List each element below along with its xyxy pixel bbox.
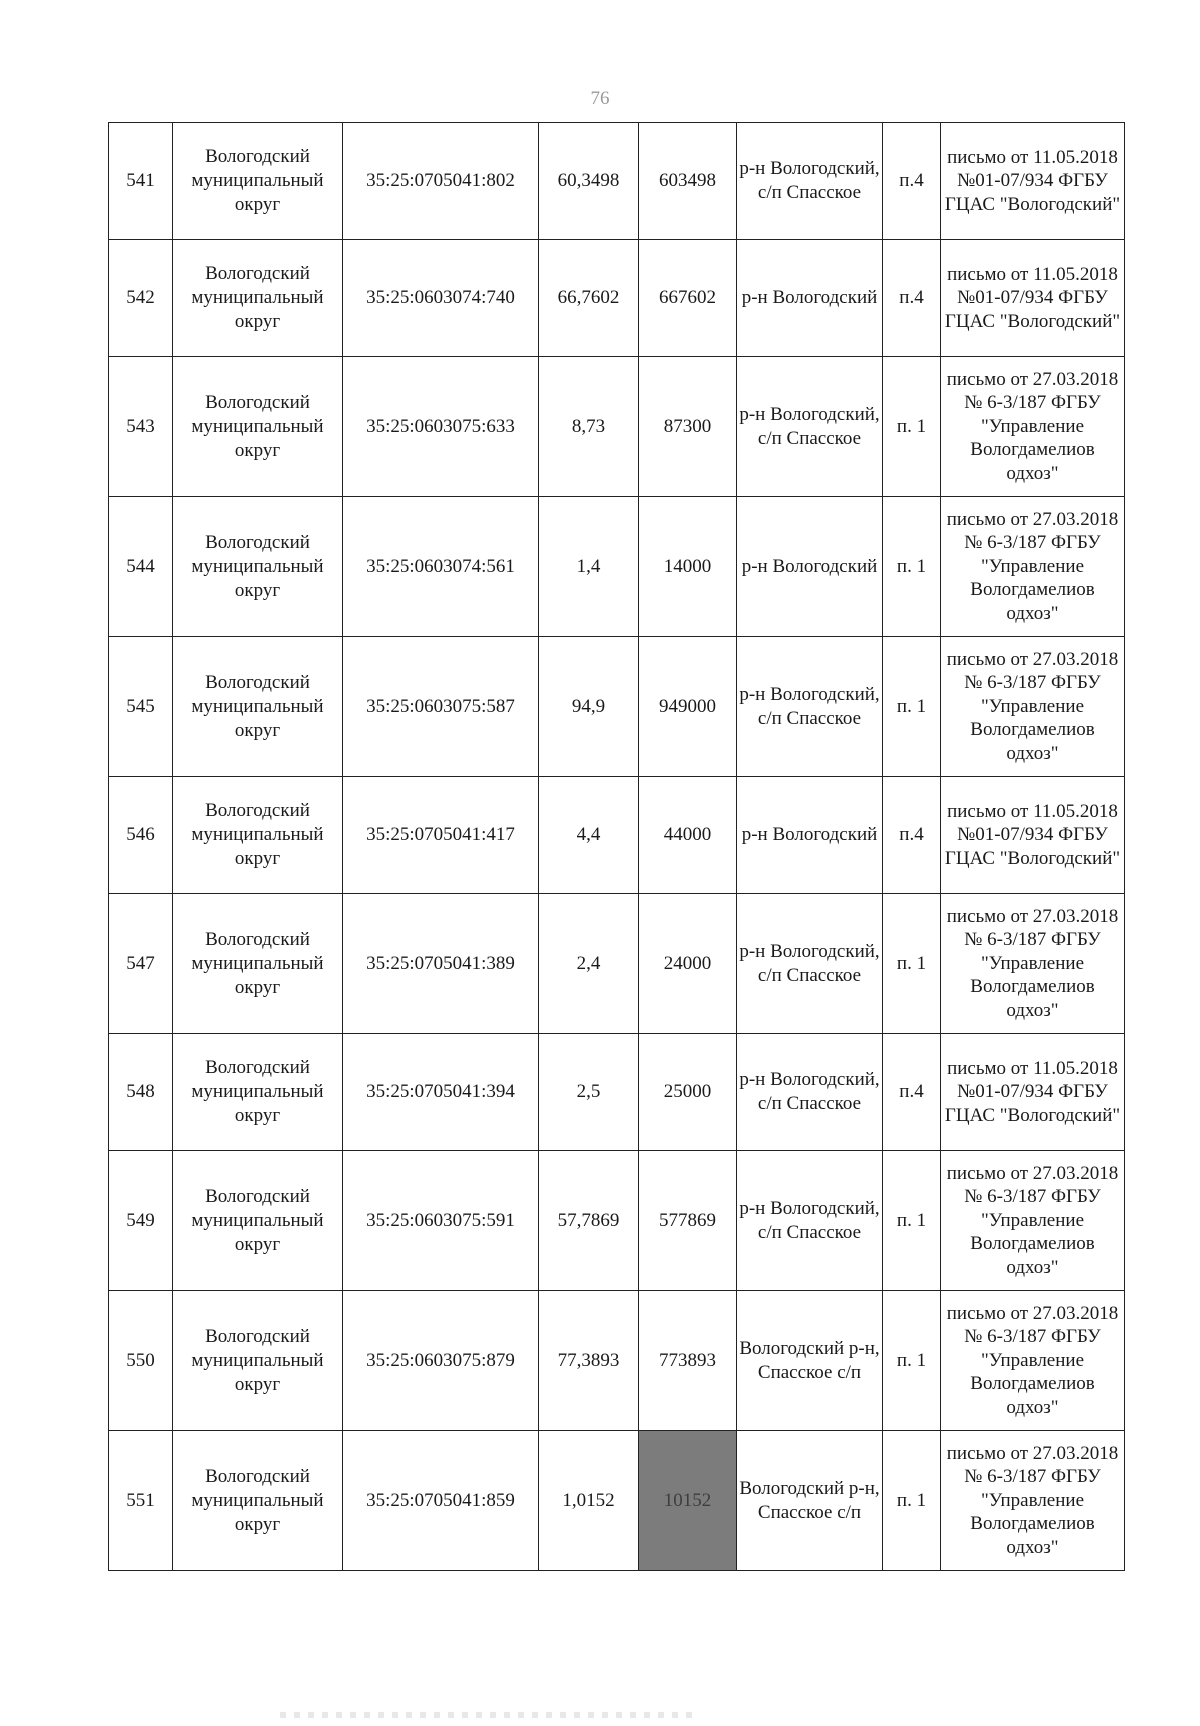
row-number-cell: 551 bbox=[109, 1431, 173, 1571]
location-cell: р-н Вологодский, с/п Спасское bbox=[737, 894, 883, 1034]
row-number-cell: 549 bbox=[109, 1151, 173, 1291]
table-row bbox=[109, 1151, 1125, 1291]
municipality-cell: Вологодский муниципальный округ bbox=[173, 637, 343, 777]
location-cell: Вологодский р-н, Спасское с/п bbox=[737, 1291, 883, 1431]
cadastral-number-cell: 35:25:0603075:587 bbox=[343, 637, 539, 777]
scan-artifact bbox=[280, 1712, 700, 1718]
table-row bbox=[109, 1034, 1125, 1151]
clause-cell: п. 1 bbox=[883, 637, 941, 777]
clause-cell: п. 1 bbox=[883, 1151, 941, 1291]
cadastral-number-cell: 35:25:0705041:859 bbox=[343, 1431, 539, 1571]
location-cell: р-н Вологодский bbox=[737, 777, 883, 894]
cadastral-number-cell: 35:25:0603074:561 bbox=[343, 497, 539, 637]
basis-cell: письмо от 11.05.2018 №01-07/934 ФГБУ ГЦАС "Вологодский" bbox=[941, 777, 1125, 894]
area-cell: 1,4 bbox=[539, 497, 639, 637]
area-cell: 2,4 bbox=[539, 894, 639, 1034]
basis-cell: письмо от 11.05.2018 №01-07/934 ФГБУ ГЦАС "Вологодский" bbox=[941, 240, 1125, 357]
clause-cell: п.4 bbox=[883, 240, 941, 357]
basis-cell: письмо от 27.03.2018 № 6-3/187 ФГБУ "Управление Вологдамелиов одхоз" bbox=[941, 1151, 1125, 1291]
row-number-cell: 544 bbox=[109, 497, 173, 637]
basis-cell: письмо от 27.03.2018 № 6-3/187 ФГБУ "Управление Вологдамелиов одхоз" bbox=[941, 497, 1125, 637]
municipality-cell: Вологодский муниципальный округ bbox=[173, 1431, 343, 1571]
row-number-cell: 543 bbox=[109, 357, 173, 497]
value-cell: 577869 bbox=[639, 1151, 737, 1291]
area-cell: 4,4 bbox=[539, 777, 639, 894]
area-cell: 57,7869 bbox=[539, 1151, 639, 1291]
value-cell: 603498 bbox=[639, 123, 737, 240]
row-number-cell: 548 bbox=[109, 1034, 173, 1151]
location-cell: р-н Вологодский, с/п Спасское bbox=[737, 123, 883, 240]
value-cell: 14000 bbox=[639, 497, 737, 637]
location-cell: р-н Вологодский bbox=[737, 497, 883, 637]
municipality-cell: Вологодский муниципальный округ bbox=[173, 123, 343, 240]
cadastral-number-cell: 35:25:0603075:879 bbox=[343, 1291, 539, 1431]
cadastral-number-cell: 35:25:0705041:394 bbox=[343, 1034, 539, 1151]
table-row bbox=[109, 894, 1125, 1034]
value-cell: 44000 bbox=[639, 777, 737, 894]
location-cell: р-н Вологодский, с/п Спасское bbox=[737, 1034, 883, 1151]
clause-cell: п.4 bbox=[883, 777, 941, 894]
cadastral-number-cell: 35:25:0603074:740 bbox=[343, 240, 539, 357]
land-plots-table bbox=[108, 122, 1125, 1571]
basis-cell: письмо от 27.03.2018 № 6-3/187 ФГБУ "Управление Вологдамелиов одхоз" bbox=[941, 637, 1125, 777]
cadastral-number-cell: 35:25:0705041:389 bbox=[343, 894, 539, 1034]
value-cell: 667602 bbox=[639, 240, 737, 357]
value-cell: 949000 bbox=[639, 637, 737, 777]
cadastral-number-cell: 35:25:0705041:417 bbox=[343, 777, 539, 894]
area-cell: 1,0152 bbox=[539, 1431, 639, 1571]
table-row bbox=[109, 123, 1125, 240]
location-cell: р-н Вологодский, с/п Спасское bbox=[737, 1151, 883, 1291]
table-row bbox=[109, 357, 1125, 497]
municipality-cell: Вологодский муниципальный округ bbox=[173, 1151, 343, 1291]
value-cell: 773893 bbox=[639, 1291, 737, 1431]
row-number-cell: 542 bbox=[109, 240, 173, 357]
municipality-cell: Вологодский муниципальный округ bbox=[173, 1291, 343, 1431]
municipality-cell: Вологодский муниципальный округ bbox=[173, 357, 343, 497]
row-number-cell: 550 bbox=[109, 1291, 173, 1431]
clause-cell: п. 1 bbox=[883, 497, 941, 637]
row-number-cell: 546 bbox=[109, 777, 173, 894]
land-plots-table-container bbox=[108, 122, 1124, 1571]
basis-cell: письмо от 27.03.2018 № 6-3/187 ФГБУ "Управление Вологдамелиов одхоз" bbox=[941, 357, 1125, 497]
location-cell: р-н Вологодский bbox=[737, 240, 883, 357]
table-body bbox=[109, 123, 1125, 1571]
cadastral-number-cell: 35:25:0603075:591 bbox=[343, 1151, 539, 1291]
municipality-cell: Вологодский муниципальный округ bbox=[173, 894, 343, 1034]
basis-cell: письмо от 11.05.2018 №01-07/934 ФГБУ ГЦАС "Вологодский" bbox=[941, 123, 1125, 240]
clause-cell: п. 1 bbox=[883, 357, 941, 497]
area-cell: 94,9 bbox=[539, 637, 639, 777]
row-number-cell: 541 bbox=[109, 123, 173, 240]
municipality-cell: Вологодский муниципальный округ bbox=[173, 777, 343, 894]
table-row bbox=[109, 777, 1125, 894]
location-cell: р-н Вологодский, с/п Спасское bbox=[737, 357, 883, 497]
clause-cell: п. 1 bbox=[883, 894, 941, 1034]
clause-cell: п.4 bbox=[883, 123, 941, 240]
basis-cell: письмо от 27.03.2018 № 6-3/187 ФГБУ "Управление Вологдамелиов одхоз" bbox=[941, 1291, 1125, 1431]
value-cell: 10152 bbox=[639, 1431, 737, 1571]
area-cell: 66,7602 bbox=[539, 240, 639, 357]
cadastral-number-cell: 35:25:0603075:633 bbox=[343, 357, 539, 497]
value-cell: 25000 bbox=[639, 1034, 737, 1151]
municipality-cell: Вологодский муниципальный округ bbox=[173, 240, 343, 357]
value-cell: 24000 bbox=[639, 894, 737, 1034]
basis-cell: письмо от 11.05.2018 №01-07/934 ФГБУ ГЦАС "Вологодский" bbox=[941, 1034, 1125, 1151]
table-row bbox=[109, 1291, 1125, 1431]
row-number-cell: 545 bbox=[109, 637, 173, 777]
municipality-cell: Вологодский муниципальный округ bbox=[173, 497, 343, 637]
area-cell: 77,3893 bbox=[539, 1291, 639, 1431]
area-cell: 2,5 bbox=[539, 1034, 639, 1151]
clause-cell: п. 1 bbox=[883, 1291, 941, 1431]
table-row bbox=[109, 497, 1125, 637]
clause-cell: п. 1 bbox=[883, 1431, 941, 1571]
page-number: 76 bbox=[590, 88, 610, 109]
table-row bbox=[109, 240, 1125, 357]
row-number-cell: 547 bbox=[109, 894, 173, 1034]
municipality-cell: Вологодский муниципальный округ bbox=[173, 1034, 343, 1151]
clause-cell: п.4 bbox=[883, 1034, 941, 1151]
cadastral-number-cell: 35:25:0705041:802 bbox=[343, 123, 539, 240]
value-cell: 87300 bbox=[639, 357, 737, 497]
basis-cell: письмо от 27.03.2018 № 6-3/187 ФГБУ "Управление Вологдамелиов одхоз" bbox=[941, 894, 1125, 1034]
table-row bbox=[109, 637, 1125, 777]
area-cell: 8,73 bbox=[539, 357, 639, 497]
basis-cell: письмо от 27.03.2018 № 6-3/187 ФГБУ "Управление Вологдамелиов одхоз" bbox=[941, 1431, 1125, 1571]
location-cell: Вологодский р-н, Спасское с/п bbox=[737, 1431, 883, 1571]
table-row bbox=[109, 1431, 1125, 1571]
location-cell: р-н Вологодский, с/п Спасское bbox=[737, 637, 883, 777]
area-cell: 60,3498 bbox=[539, 123, 639, 240]
